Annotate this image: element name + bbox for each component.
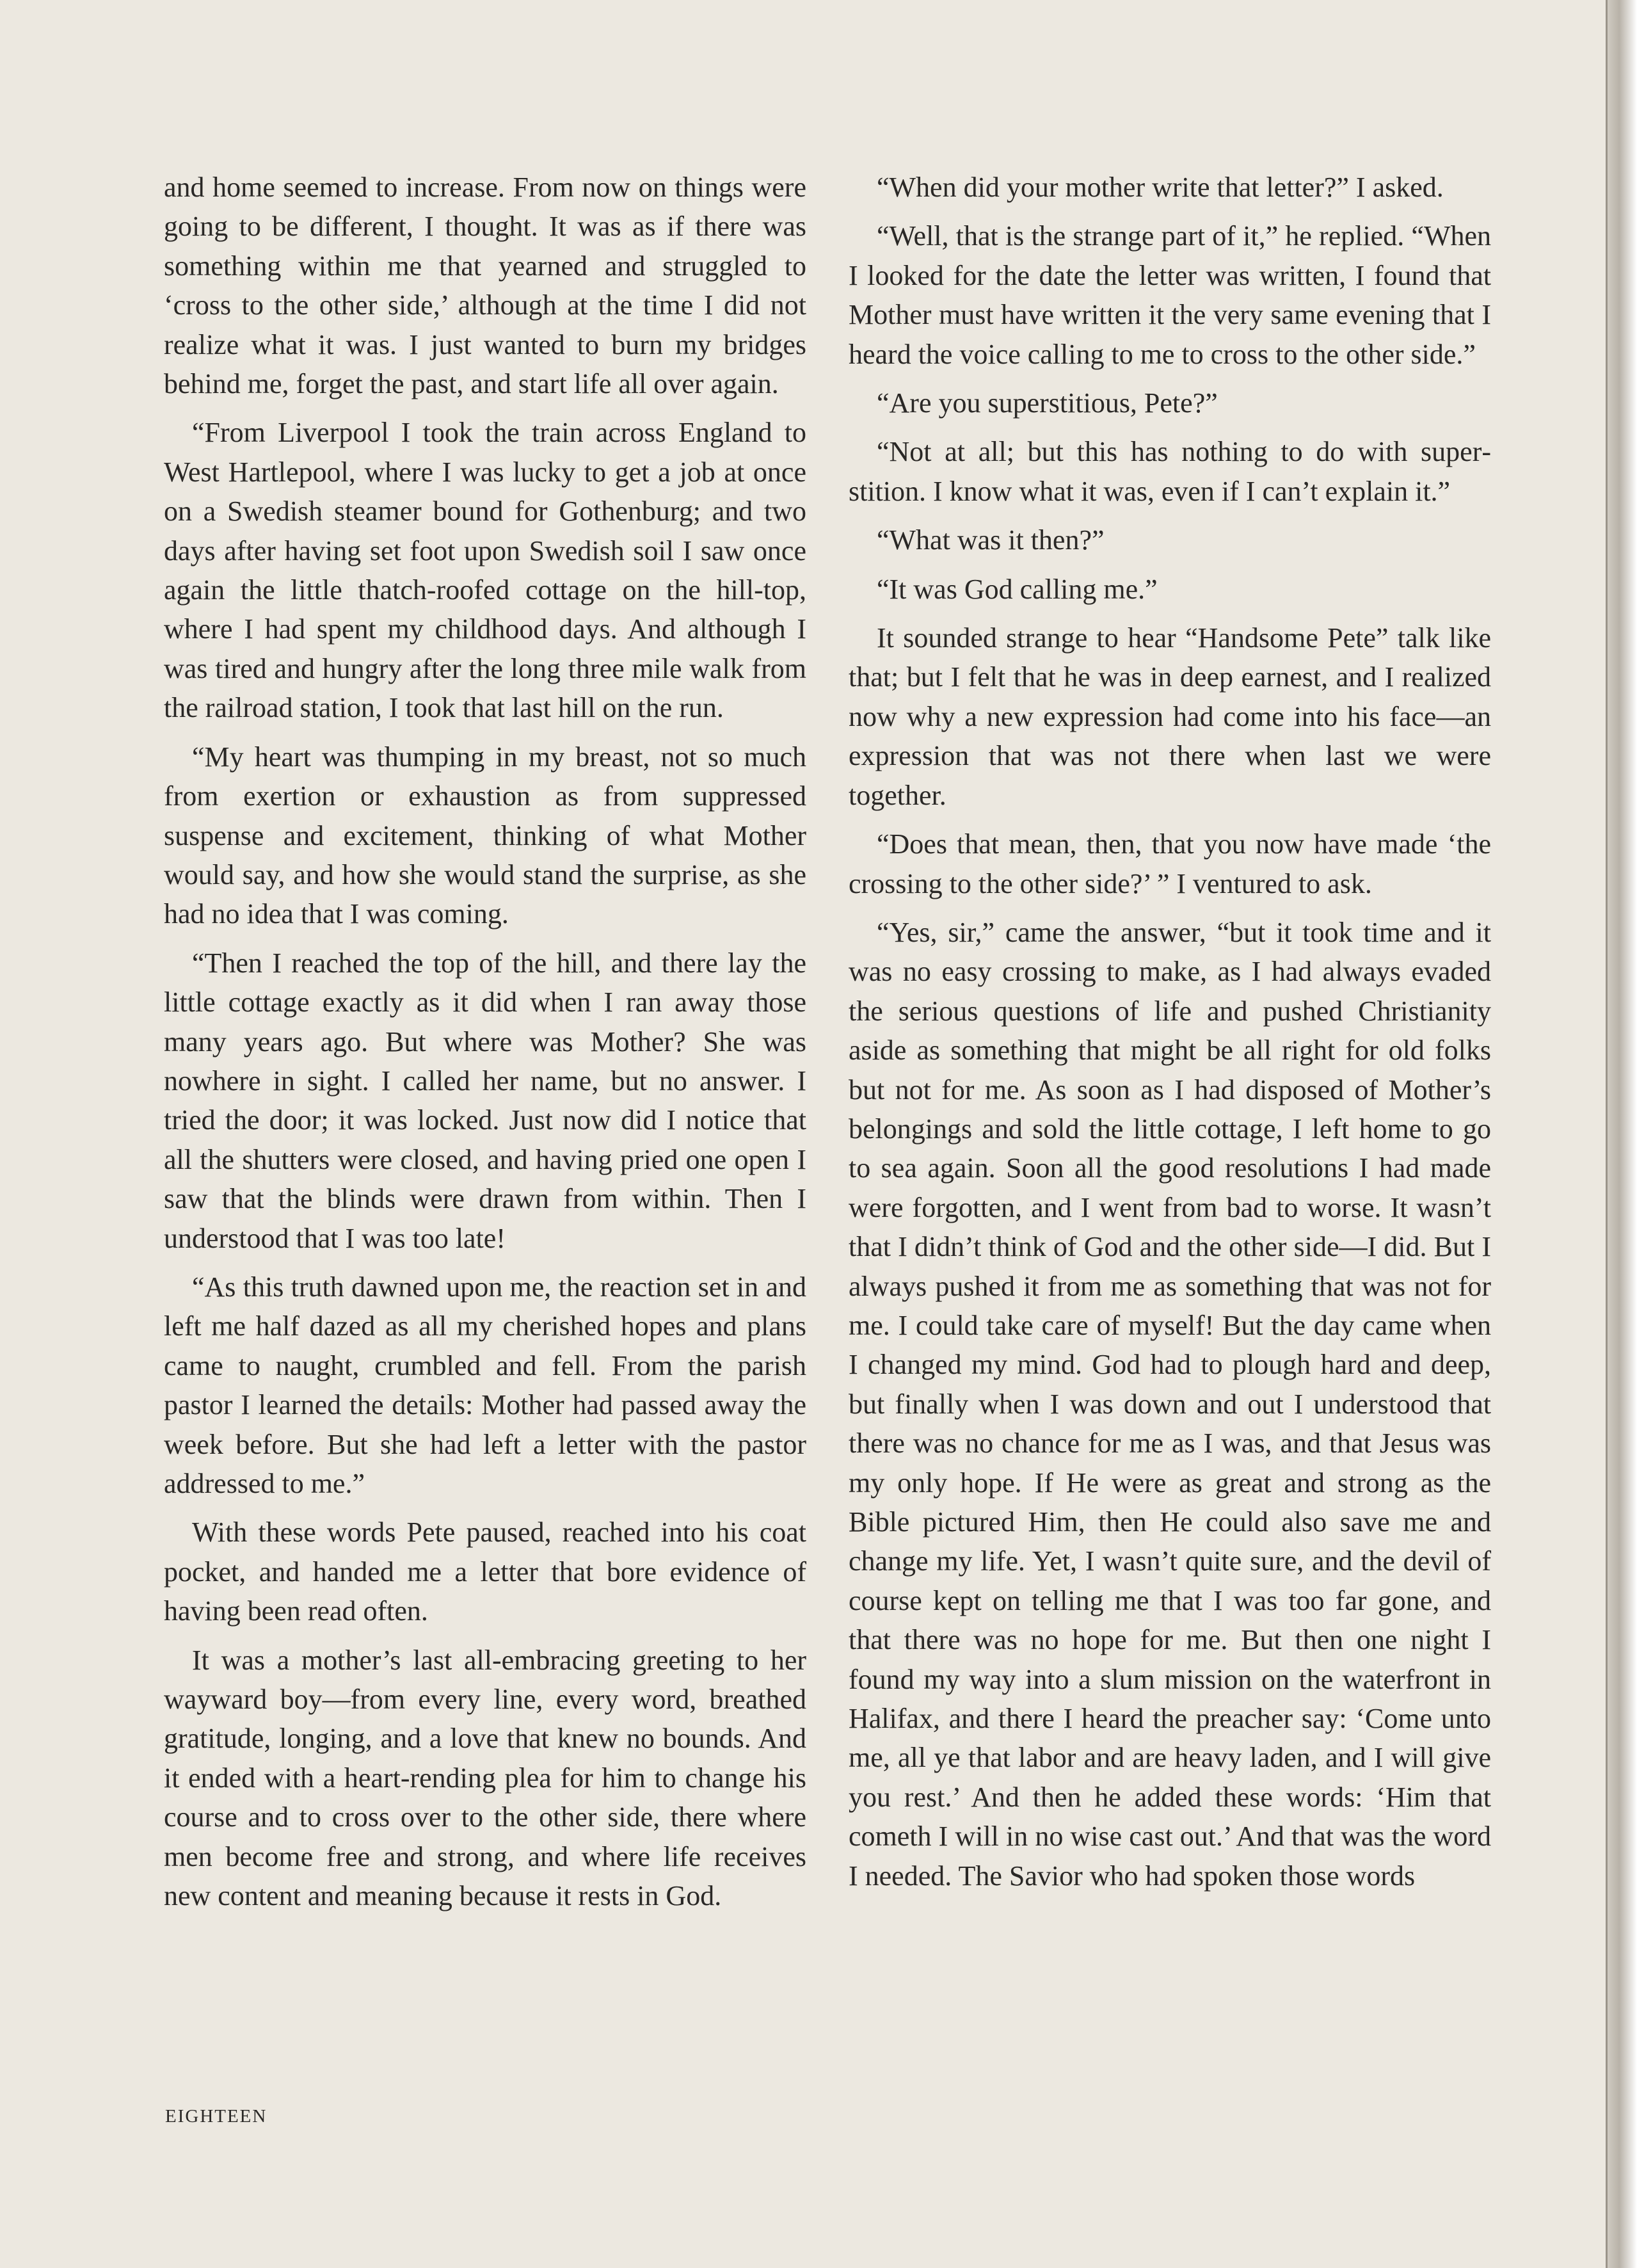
paragraph: “When did your mother write that letter?” I asked. — [877, 172, 1444, 203]
paragraph: “My heart was thumping in my breast, not so much from exertion or exhaustion as from suppressed suspense and excitement, thinking of what Mother would say, and how she would stand the surprise, as she had no idea that I was coming. — [164, 741, 806, 930]
paragraph: With these words Pete paused, reached into his coat pocket, and handed me a letter that bore evidence of having been read often. — [164, 1516, 806, 1627]
paragraph: “Yes, sir,” came the answer, “but it took time and it was no easy crossing to make, as I had always evaded the serious questions of life and pushed Christianity aside as something that might be all right for old folks but not for me. As soon as I had disposed of Mother’s belongings and sold the little cottage, I left home to go to sea again. Soon all the good resolutions I had made were forgotten, and I went from bad to worse. It wasn’t that I didn’t think of God and the other side—I did. But I always pushed it from me as something that was not for me. I could take care of myself! But the day came when I changed my mind. God had to plough hard and deep, but finally when I was down and out I understood that there was no chance for me as I was, and that Jesus was my only hope. If He were as great and strong as the Bible pictured Him, then He could also save me and change my life. Yet, I wasn’t quite sure, and the devil of course kept on telling me that I was too far gone, and that there was no hope for me. But then one night I found my way into a slum mission on the waterfront in Halifax, and there I heard the preacher say: ‘Come unto me, all ye that labor and are heavy laden, and I will give you rest.’ And then he added these words: ‘Him that cometh I will in no wise cast out.’ And that was the word I needed. The Savior who had spoken those words — [849, 916, 1491, 1892]
paragraph: “Does that mean, then, that you now have made ‘the crossing to the other side?’ ” I ventured to ask. — [849, 828, 1491, 899]
paragraph: and home seemed to increase. From now on things were going to be different, I thought. It was as if there was something within me that yearned and struggled to ‘cross to the other side,’ although at the time I did not realize what it was. I just wanted to burn my bridges behind me, forget the past, and start life all over again. — [164, 172, 806, 400]
page-edge — [1608, 0, 1637, 2268]
paragraph: “It was God calling me.” — [877, 573, 1158, 605]
paragraph: “Then I reached the top of the hill, and there lay the little cottage exactly as it did when I ran away those many years ago. But where was Mother? She was nowhere in sight. I called her name, but no answer. I tried the door; it was locked. Just now did I notice that all the shutters were closed, and having pried one open I saw that the blinds were drawn from within. Then I understood that I was too late! — [164, 947, 806, 1254]
paragraph: It sounded strange to hear “Handsome Pete” talk like that; but I felt that he was in deep earnest, and I realized now why a new expression had come into his face—an expression that was not there when last we were together. — [849, 622, 1491, 811]
right-column — [849, 168, 1491, 1905]
paragraph: “Not at all; but this has nothing to do with superstition. I know what it was, even if I can’t explain it.” — [849, 436, 1491, 507]
paragraph: “As this truth dawned upon me, the reaction set in and left me half dazed as all my cherished hopes and plans came to naught, crumbled and fell. From the parish pastor I learned the details: Mother had passed away the week before. But she had left a letter with the pastor addressed to me.” — [164, 1271, 806, 1499]
page-number: EIGHTEEN — [165, 2106, 268, 2127]
paragraph: “From Liverpool I took the train across England to West Hartlepool, where I was lucky to get a job at once on a Swedish steamer bound for Gothenburg; and two days after having set foot upon Swedish soil I saw once again the little thatch-roofed cottage on the hill-top, where I had spent my childhood days. And although I was tired and hungry after the long three mile walk from the railroad station, I took that last hill on the run. — [164, 417, 806, 724]
left-column — [164, 168, 806, 1925]
paragraph: “Well, that is the strange part of it,” he replied. “When I looked for the date the letter was written, I found that Mother must have written it the very same evening that I heard the voice calling to me to cross to the other side.” — [849, 220, 1491, 370]
paragraph: It was a mother’s last all-embracing greeting to her wayward boy—from every line, every word, breathed gratitude, longing, and a love that knew no bounds. And it ended with a heart-rending plea for him to change his course and to cross over to the other side, there where men become free and strong, and where life receives new content and meaning because it rests in God. — [164, 1644, 806, 1912]
paragraph: “Are you superstitious, Pete?” — [877, 387, 1218, 419]
paragraph: “What was it then?” — [877, 524, 1105, 556]
